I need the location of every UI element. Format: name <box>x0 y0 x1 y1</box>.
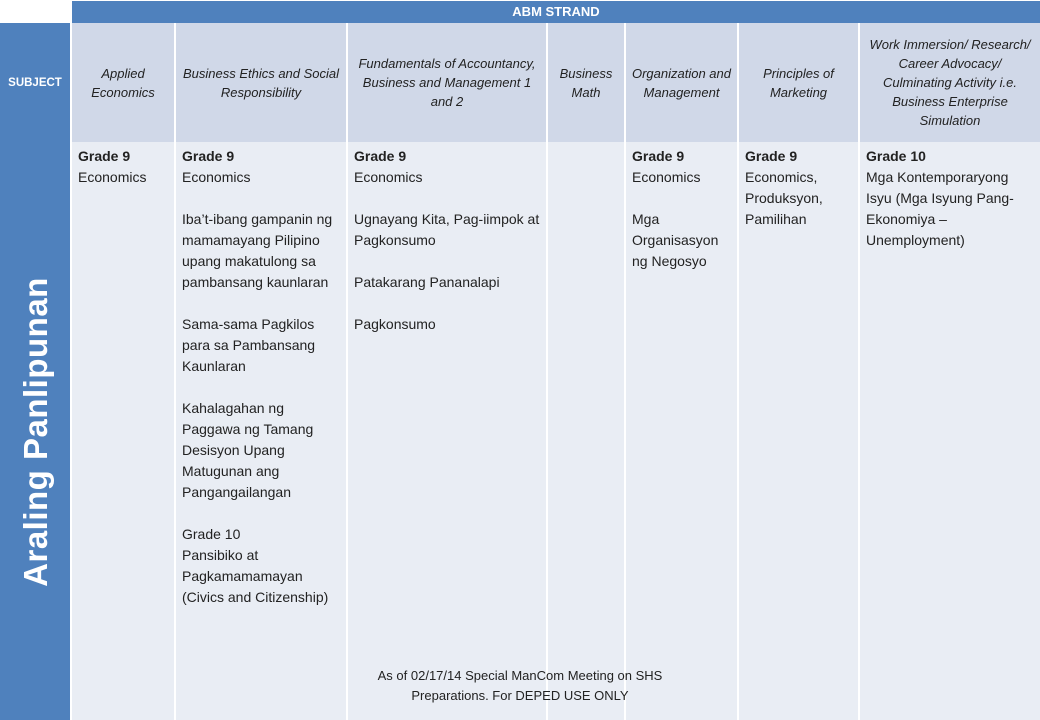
column-header-business-ethics: Business Ethics and Social Responsibility <box>174 23 346 142</box>
column-header-organization: Organization and Management <box>624 23 737 142</box>
grade-label: Grade 9 <box>632 148 685 164</box>
subject-header: SUBJECT <box>0 23 70 142</box>
grade-label: Grade 10 <box>182 526 241 542</box>
topic-text: Ugnayang Kita, Pag-iimpok at Pagkonsumo <box>354 211 540 248</box>
cell-business-ethics <box>174 142 346 720</box>
column-header-marketing: Principles of Marketing <box>737 23 858 142</box>
topic-text: Economics, Produksyon, Pamilihan <box>745 169 823 227</box>
cell-business-math <box>546 142 624 720</box>
topic-text: Economics <box>632 169 701 185</box>
grade-label: Grade 9 <box>182 148 235 164</box>
grade-label: Grade 10 <box>866 148 926 164</box>
cell-fundamentals <box>346 142 546 720</box>
cell-organization <box>624 142 737 720</box>
topic-text: Economics <box>78 169 147 185</box>
header-row <box>0 23 1040 142</box>
grade-label: Grade 9 <box>78 148 131 164</box>
footer-note: As of 02/17/14 Special ManCom Meeting on SHS Preparations. For DEPED USE ONLY <box>377 668 663 703</box>
body-row <box>0 142 1040 720</box>
topic-text: Sama-sama Pagkilos para sa Pambansang Kaunlaran <box>182 316 316 374</box>
cell-marketing <box>737 142 858 720</box>
column-header-business-math: Business Math <box>546 23 624 142</box>
topic-text: Pansibiko at Pagkamamamayan (Civics and Citizenship) <box>182 547 329 605</box>
row-subject-cell <box>0 142 72 720</box>
topic-text: Iba’t-ibang gampanin ng mamamayang Pilipino upang makatulong sa pambansang kaunlaran <box>182 211 333 290</box>
cell-work-immersion <box>858 142 1040 720</box>
column-header-applied-economics: Applied Economics <box>70 23 174 142</box>
topic-text: Pagkonsumo <box>354 316 436 332</box>
topic-text: Patakarang Pananalapi <box>354 274 500 290</box>
grade-label: Grade 9 <box>745 148 798 164</box>
row-subject-label: Araling Panlipunan <box>17 277 54 587</box>
column-header-fundamentals: Fundamentals of Accountancy, Business and Management 1 and 2 <box>346 23 546 142</box>
grade-label: Grade 9 <box>354 148 407 164</box>
topic-text: Economics <box>354 169 423 185</box>
cell-applied-economics <box>70 142 174 720</box>
column-header-work-immersion: Work Immersion/ Research/ Career Advocacy/ Culminating Activity i.e. Business Enterprise Simulation <box>858 23 1040 142</box>
topic-text: Economics <box>182 169 251 185</box>
strand-title: ABM STRAND <box>72 1 1040 24</box>
topic-text: Mga Kontemporaryong Isyu (Mga Isyung Pang-Ekonomiya – Unemployment) <box>866 169 1014 248</box>
topic-text: Mga Organisasyon ng Negosyo <box>632 211 719 269</box>
topic-text: Kahalagahan ng Paggawa ng Tamang Desisyon Upang Matugunan ang Pangangailangan <box>182 400 314 500</box>
